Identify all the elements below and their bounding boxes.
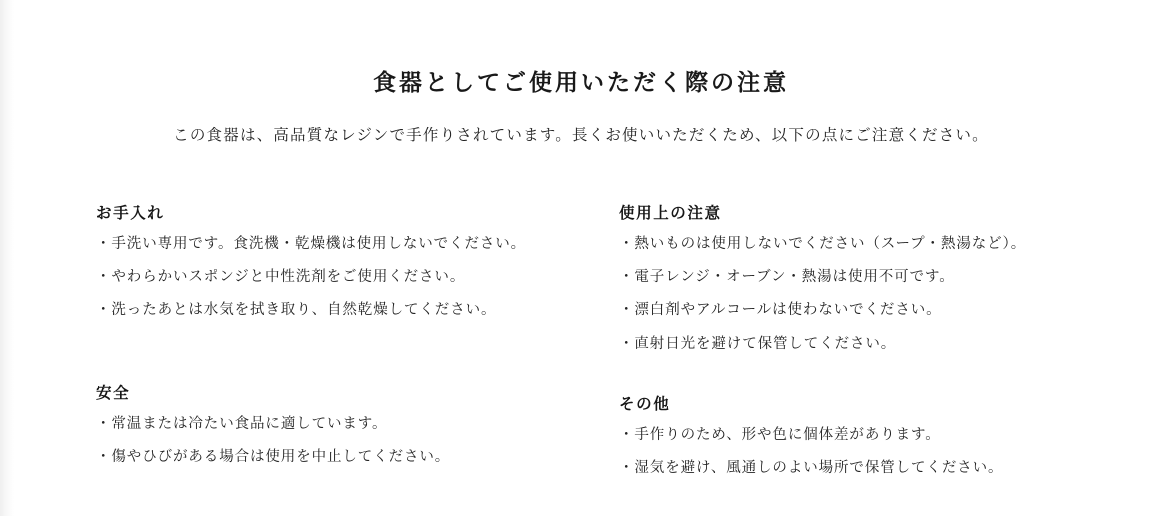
content-columns [96,201,1066,476]
list-item: ・傷やひびがある場合は使用を中止してください。 [96,448,451,465]
list-item: ・電子レンジ・オーブン・熱湯は使用不可です。 [619,269,955,286]
bullet-list-usage-cautions [619,237,1066,352]
list-item: ・漂白剤やアルコールは使わないでください。 [619,302,942,319]
list-item: ・洗ったあとは水気を拭き取り、自然乾燥してください。 [96,302,497,319]
page-title: 食器としてご使用いただく際の注意 [373,70,789,95]
section-heading-care: お手入れ [96,205,165,222]
section-usage-cautions [619,201,1066,352]
bullet-list-care [96,237,557,319]
section-other [619,392,1066,476]
section-heading-safety: 安全 [96,384,131,402]
intro-paragraph: この食器は、高品質なレジンで手作りされています。長くお使いいただくため、以下の点にご注意ください。 [173,127,989,144]
list-item: ・手作りのため、形や色に個体差があります。 [619,426,941,443]
section-care [96,201,557,319]
list-item: ・熱いものは使用しないでください（スープ・熱湯など）。 [619,236,1027,252]
list-item: ・湿気を避け、風通しのよい場所で保管してください。 [619,460,1004,477]
list-item: ・常温または冷たい食品に適しています。 [96,415,388,432]
bullet-list-other [619,428,1066,476]
spacer [96,359,557,381]
list-item: ・直射日光を避けて保管してください。 [619,335,897,352]
section-safety [96,381,557,465]
list-item: ・やわらかいスポンジと中性洗剤をご使用ください。 [96,269,466,286]
section-heading-other: その他 [619,395,671,413]
column-left [96,201,581,476]
list-item: ・手洗い専用です。食洗機・乾燥機は使用しないでください。 [96,236,527,252]
bullet-list-safety [96,417,557,465]
section-heading-usage-cautions: 使用上の注意 [619,205,722,222]
column-right [581,201,1066,476]
